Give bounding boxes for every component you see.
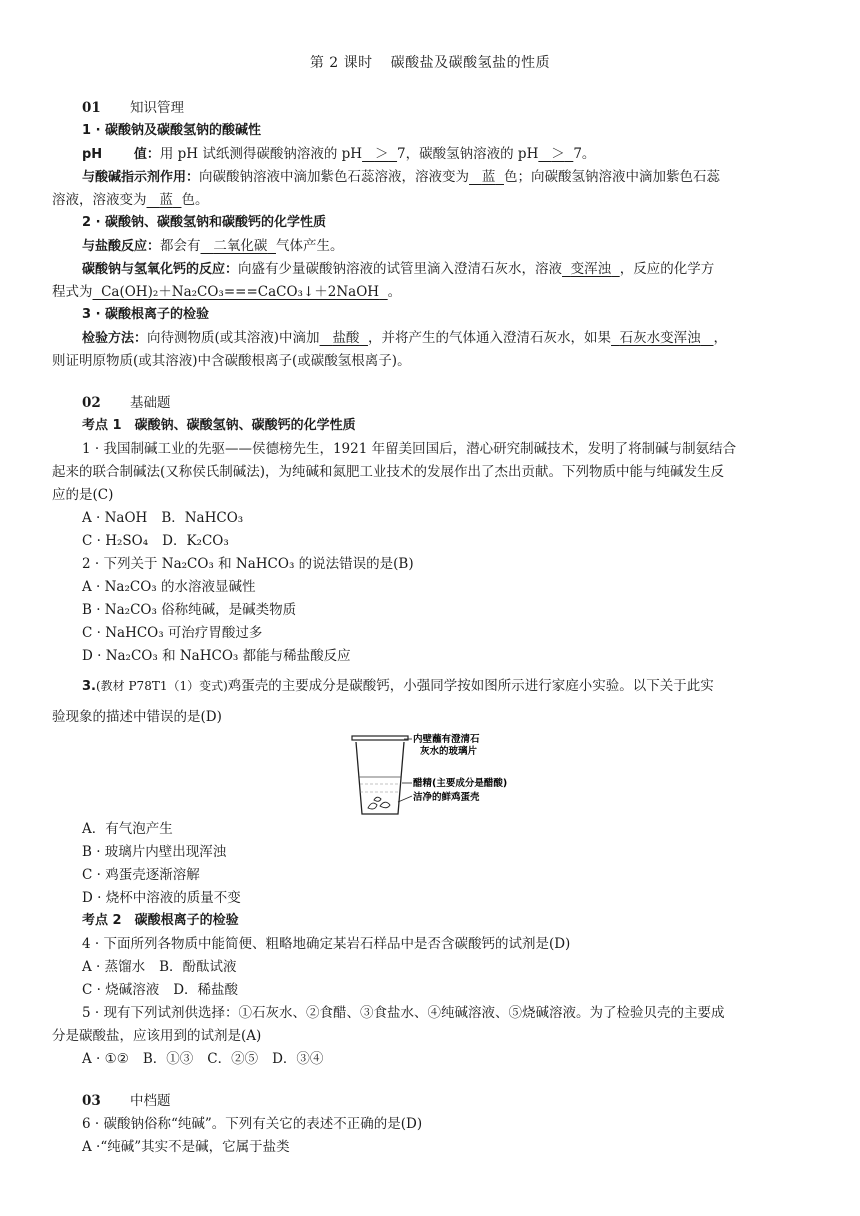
answer-blank: ＞ <box>551 146 565 162</box>
answer-blank: 二氧化碳 <box>213 238 268 254</box>
q1-line-2: 起来的联合制碱法(又称侯氏制碱法)，为纯碱和氮肥工业技术的发展作出了杰出贡献。下列物质中能与纯碱发生反 <box>52 464 725 480</box>
q1-option-c: C · H₂SO₄ <box>82 533 149 549</box>
q3-stem-line-2: 验现象的描述中错误的是(D) <box>52 709 222 725</box>
indicator-line-1: 与酸碱指示剂作用：向碳酸钠溶液中滴加紫色石蕊溶液，溶液变为 蓝 色；向碳酸氢钠溶液中滴加紫色石蕊 <box>82 169 720 185</box>
key-point-1: 考点 1 碳酸钠、碳酸氢钠、碳酸钙的化学性质 <box>82 418 356 433</box>
q4-stem: 4 · 下面所列各物质中能简便、粗略地确定某岩石样品中是否含碳酸钙的试剂是(D) <box>82 936 571 952</box>
q5-options <box>82 1048 820 1070</box>
section-heading-02: 02 基础题 <box>82 395 171 411</box>
knowledge-heading-2: 2 · 碳酸钠、碳酸氢钠和碳酸钙的化学性质 <box>82 215 327 230</box>
q2-option-d: D · Na₂CO₃ 和 NaHCO₃ 都能与稀盐酸反应 <box>82 648 351 664</box>
test-method-line-1: 检验方法：向待测物质(或其溶液)中滴加 盐酸 ，并将产生的气体通入澄清石灰水，如果 石灰水变浑浊 ， <box>82 330 727 346</box>
q3-stem-line-1: 3.(教材 P78T1（1）变式)鸡蛋壳的主要成分是碳酸钙，小强同学按如图所示进行家庭小实验。以下关于此实 <box>82 678 714 694</box>
figure-label-vinegar: 醋精(主要成分是醋酸) <box>413 778 508 789</box>
answer-blank: 盐酸 <box>332 330 360 346</box>
q4-option-b: B．酚酞试液 <box>159 959 237 975</box>
key-point-2: 考点 2 碳酸根离子的检验 <box>82 913 239 928</box>
beaker <box>356 742 404 814</box>
ph-line: pH 值：用 pH 试纸测得碳酸钠溶液的 pH ＞ 7，碳酸氢钠溶液的 pH ＞ 7。 <box>82 146 596 162</box>
q5-option-d: D．③④ <box>272 1051 324 1067</box>
q6-stem: 6 · 碳酸钠俗称“纯碱”。下列有关它的表述不正确的是(D) <box>82 1116 423 1132</box>
q2-option-a: A · Na₂CO₃ 的水溶液显碱性 <box>82 579 256 595</box>
q5-option-b: B．①③ <box>142 1051 194 1067</box>
caoh-line-2: 程式为 Ca(OH)₂＋Na₂CO₃===CaCO₃↓＋2NaOH 。 <box>52 284 402 300</box>
q3-option-c: C · 鸡蛋壳逐渐溶解 <box>82 867 200 883</box>
q5-line-2: 分是碳酸盐，应该用到的试剂是(A) <box>52 1028 262 1044</box>
knowledge-heading-3: 3 · 碳酸根离子的检验 <box>82 307 210 322</box>
title-topic: 碳酸盐及碳酸氢盐的性质 <box>390 55 551 71</box>
q1-options-ab <box>82 507 820 529</box>
q4-option-d: D．稀盐酸 <box>173 982 239 998</box>
knowledge-heading-1: 1 · 碳酸钠及碳酸氢钠的酸碱性 <box>82 123 262 138</box>
q1-line-3: 应的是(C) <box>52 487 114 503</box>
section-heading-03: 03 中档题 <box>82 1093 171 1109</box>
q3-option-d: D · 烧杯中溶液的质量不变 <box>82 890 241 906</box>
answer-blank: 蓝 <box>481 169 496 185</box>
answer-blank: 变浑浊 <box>570 261 612 277</box>
q2-stem: 2 · 下列关于 Na₂CO₃ 和 NaHCO₃ 的说法错误的是(B) <box>82 556 414 572</box>
q4-option-c: C · 烧碱溶液 <box>82 982 160 998</box>
test-method-line-2: 则证明原物质(或其溶液)中含碳酸根离子(或碳酸氢根离子)。 <box>52 353 411 369</box>
eggshell-pieces <box>368 797 390 809</box>
q1-option-b: B．NaHCO₃ <box>161 510 244 526</box>
q4-options-ab <box>82 956 820 978</box>
q6-option-a: A ·“纯碱”其实不是碱，它属于盐类 <box>82 1139 290 1155</box>
glass-plate <box>352 736 408 740</box>
answer-blank: 石灰水变浑浊 <box>619 330 701 346</box>
answer-blank: 蓝 <box>159 192 173 208</box>
q5-option-a: A · ①② <box>82 1051 129 1067</box>
q5-line-1: 5 · 现有下列试剂供选择：①石灰水、②食醋、③食盐水、④纯碱溶液、⑤烧碱溶液。为了检验贝壳的主要成 <box>82 1005 725 1021</box>
figure-label-eggshell: 洁净的鲜鸡蛋壳 <box>413 792 480 803</box>
answer-blank: ＞ <box>374 146 389 162</box>
q4-options-cd <box>82 979 820 1001</box>
q1-options-cd <box>82 530 820 552</box>
experiment-figure <box>350 730 550 820</box>
q5-option-c: C．②⑤ <box>207 1051 259 1067</box>
q3-option-a: A．有气泡产生 <box>82 821 173 837</box>
q2-option-b: B · Na₂CO₃ 俗称纯碱，是碱类物质 <box>82 602 297 618</box>
q1-option-d: D．K₂CO₃ <box>162 533 229 549</box>
title-lesson: 第 2 课时 <box>309 55 373 71</box>
q4-option-a: A · 蒸馏水 <box>82 959 146 975</box>
section-heading-01: 01 知识管理 <box>82 100 184 116</box>
indicator-line-2: 溶液，溶液变为 蓝 色。 <box>52 192 209 208</box>
equation-blank: Ca(OH)₂＋Na₂CO₃===CaCO₃↓＋2NaOH <box>101 284 380 300</box>
caoh-line-1: 碳酸钠与氢氧化钙的反应：向盛有少量碳酸钠溶液的试管里滴入澄清石灰水，溶液 变浑浊 ，反应的化学方 <box>82 261 715 277</box>
acid-reaction-line: 与盐酸反应：都会有 二氧化碳 气体产生。 <box>82 238 344 254</box>
q3-source: (教材 P78T1（1）变式) <box>95 679 228 693</box>
figure-label-glass-plate-2: 灰水的玻璃片 <box>420 746 478 757</box>
q3-option-b: B · 玻璃片内壁出现浑浊 <box>82 844 227 860</box>
q1-line-1: 1 · 我国制碱工业的先驱——侯德榜先生，1921 年留美回国后，潜心研究制碱技术，发明了将制碱与制氨结合 <box>82 441 737 457</box>
q2-option-c: C · NaHCO₃ 可治疗胃酸过多 <box>82 625 263 641</box>
page-title <box>0 52 860 72</box>
q1-option-a: A · NaOH <box>82 510 148 526</box>
figure-label-glass-plate-1: 内壁蘸有澄清石 <box>413 734 480 745</box>
